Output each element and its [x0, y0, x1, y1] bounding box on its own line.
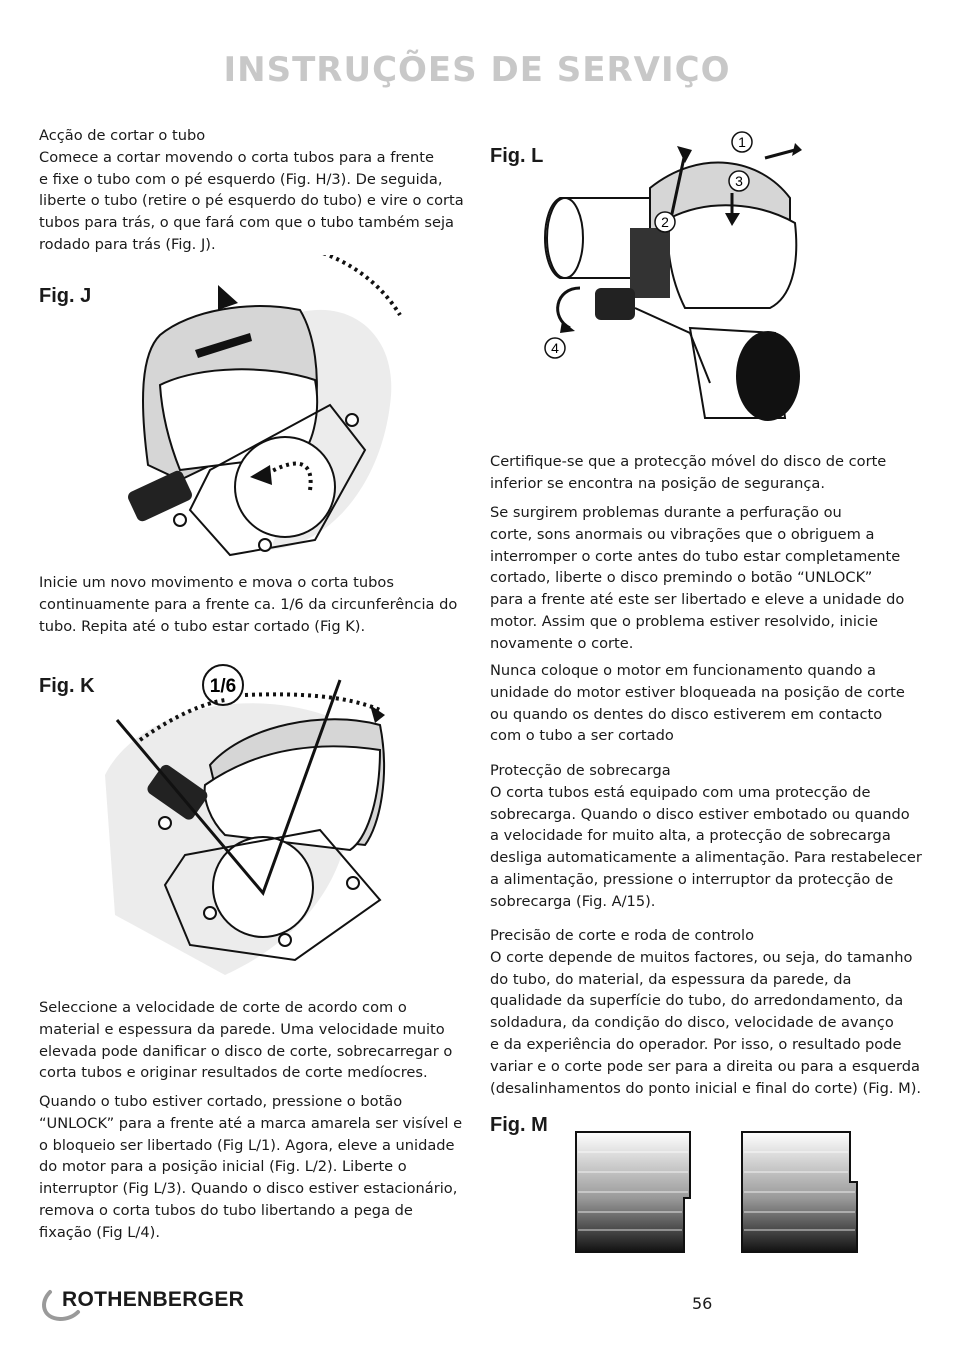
- text-line: a alimentação, pressione o interruptor da protecção de: [490, 870, 894, 888]
- arrowhead-icon: [792, 143, 802, 156]
- text-line: interruptor (Fig L/3). Quando o disco estiver estacionário,: [39, 1180, 458, 1198]
- roller: [279, 934, 291, 946]
- text-line: Certifique-se que a protecção móvel do disco de corte: [490, 453, 887, 470]
- roller: [259, 539, 271, 551]
- section-heading: Acção de cortar o tubo: [39, 127, 206, 144]
- text-line: novamente o corte.: [490, 634, 634, 652]
- text-line: Comece a cortar movendo o corta tubos para a frente: [39, 148, 434, 166]
- section-cutting-action: [39, 125, 467, 256]
- pipe-right-end: [736, 331, 800, 421]
- clamp-knob: [595, 288, 635, 320]
- text-line: Seleccione a velocidade de corte de acordo com o: [39, 999, 407, 1016]
- callout-1: 1: [738, 134, 746, 150]
- fig-m-illustration: [574, 1130, 864, 1255]
- text-line: elevada pode danificar o disco de corte, sobrecarregar o: [39, 1042, 453, 1060]
- text-line: Nunca coloque o motor em funcionamento quando a: [490, 662, 876, 679]
- text-line: e fixe o tubo com o pé esquerdo (Fig. H/3). De seguida,: [39, 170, 443, 188]
- text-line: qualidade da superfície do tubo, do arredondamento, da: [490, 992, 904, 1010]
- callout-3: 3: [735, 173, 743, 189]
- callout-2: 2: [661, 214, 669, 230]
- brand-logo: ROTHENBERGER: [62, 1288, 245, 1311]
- text-line: sobrecarga (Fig. A/15).: [490, 892, 656, 910]
- callout-4: 4: [551, 340, 559, 356]
- callout-one-sixth: 1/6: [209, 676, 237, 697]
- paragraph-speed: [39, 997, 467, 1084]
- arrowhead-icon: [560, 321, 575, 333]
- roller: [346, 414, 358, 426]
- text-line: tubo. Repita até o tubo estar cortado (Fig K).: [39, 617, 366, 635]
- paragraph-guard: [490, 451, 922, 495]
- text-line: do motor para a posição inicial (Fig. L/2). Liberte o: [39, 1158, 407, 1176]
- paragraph-problems: [490, 502, 922, 655]
- text-line: ou quando os dentes do disco estiverem em contacto: [490, 705, 883, 723]
- text-line: para a frente até este ser libertado e eleve a unidade do: [490, 591, 905, 609]
- text-line: desliga automaticamente a alimentação. Para restabelecer: [490, 849, 922, 867]
- text-line: material e espessura da parede. Uma velocidade muito: [39, 1020, 445, 1038]
- text-line: motor. Assim que o problema estiver resolvido, inicie: [490, 612, 878, 630]
- text-line: do tubo, do material, da espessura da parede, da: [490, 970, 852, 988]
- text-line: Se surgirem problemas durante a perfuração ou: [490, 504, 842, 521]
- text-line: unidade do motor estiver bloqueada na posição de corte: [490, 683, 905, 701]
- fig-j-illustration: [100, 255, 420, 560]
- bellows: [630, 228, 670, 298]
- paragraph-never-start: [490, 660, 922, 747]
- section-precision: [490, 925, 922, 1099]
- text-line: soldadura, da condição do disco, velocidade de avanço: [490, 1014, 894, 1032]
- text-line: (desalinhamentos do ponto inicial e final do corte) (Fig. M).: [490, 1079, 922, 1097]
- text-line: liberte o tubo (retire o pé esquerdo do tubo) e vire o corta: [39, 192, 464, 210]
- text-line: o bloqueio ser libertado (Fig L/1). Agora, eleve a unidade: [39, 1136, 455, 1154]
- text-line: corta tubos e originar resultados de corte medíocres.: [39, 1064, 428, 1082]
- fig-k-label: Fig. K: [39, 675, 95, 697]
- text-line: interromper o corte antes do tubo estar completamente: [490, 547, 901, 565]
- text-line: O corta tubos está equipado com uma protecção de: [490, 783, 871, 801]
- pipe-left-end: [547, 198, 583, 278]
- fig-l-illustration: [540, 128, 810, 443]
- roller: [204, 907, 216, 919]
- page-title: INSTRUÇÕES DE SERVIÇO: [223, 50, 731, 90]
- text-line: a velocidade for muito alta, a protecção de sobrecarga: [490, 827, 891, 845]
- fig-l-label: Fig. L: [490, 145, 544, 167]
- text-line: corte, sons anormais ou vibrações que o obriguem a: [490, 525, 875, 543]
- text-line: remova o corta tubos do tubo libertando a pega de: [39, 1201, 413, 1219]
- arrowhead-icon: [218, 285, 238, 310]
- text-line: com o tubo a ser cortado: [490, 727, 674, 745]
- roller: [159, 817, 171, 829]
- section-heading: Protecção de sobrecarga: [490, 762, 671, 779]
- fig-k-illustration: [95, 655, 425, 980]
- paragraph-new-movement: [39, 572, 467, 637]
- paragraph-unlock: [39, 1091, 467, 1244]
- text-line: Inicie um novo movimento e mova o corta tubos: [39, 574, 394, 591]
- section-overload: [490, 760, 922, 913]
- text-line: e da experiência do operador. Por isso, o resultado pode: [490, 1035, 902, 1053]
- text-line: Quando o tubo estiver cortado, pressione o botão: [39, 1093, 403, 1110]
- arrowhead-icon: [677, 146, 692, 163]
- roller: [347, 877, 359, 889]
- text-line: “UNLOCK” para a frente até a marca amarela ser visível e: [39, 1114, 463, 1132]
- page-number: 56: [692, 1294, 713, 1313]
- text-line: fixação (Fig L/4).: [39, 1223, 160, 1241]
- rotate-arrow: [558, 288, 580, 328]
- fig-m-label: Fig. M: [490, 1114, 548, 1136]
- text-line: tubos para trás, o que fará com que o tubo também seja: [39, 214, 454, 232]
- text-line: inferior se encontra na posição de segurança.: [490, 474, 825, 492]
- pipe-section: [235, 437, 335, 537]
- arrow-right: [765, 150, 795, 158]
- text-line: variar e o corte pode ser para a direita ou para a esquerda: [490, 1057, 920, 1075]
- text-line: sobrecarga. Quando o disco estiver embotado ou quando: [490, 805, 910, 823]
- text-line: rodado para trás (Fig. J).: [39, 235, 216, 253]
- section-heading: Precisão de corte e roda de controlo: [490, 927, 755, 944]
- roller: [174, 514, 186, 526]
- fig-j-label: Fig. J: [39, 285, 92, 307]
- text-line: cortado, liberte o disco premindo o botão “UNLOCK”: [490, 569, 873, 587]
- text-line: continuamente para a frente ca. 1/6 da circunferência do: [39, 595, 458, 613]
- text-line: O corte depende de muitos factores, ou seja, do tamanho: [490, 948, 913, 966]
